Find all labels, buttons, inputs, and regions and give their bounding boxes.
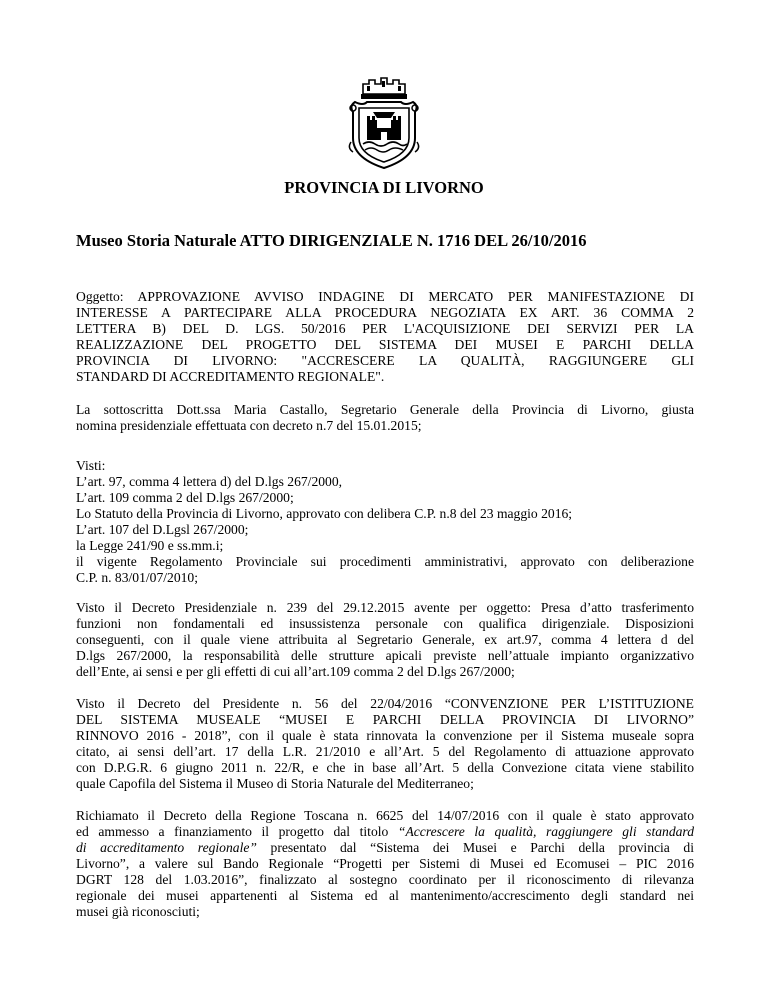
visti-list [76, 458, 694, 586]
visti-item: la Legge 241/90 e ss.mm.i; [76, 538, 224, 553]
sottoscritta-line: La sottoscritta Dott.ssa Maria Castallo, Segretario Generale della Provincia di Livorno, giusta [76, 402, 694, 417]
paragraph-line: regionale dei musei appartenenti al Sistema ed al mantenimento/accrescimento degli standard nei [76, 888, 694, 903]
paragraph-line: conseguenti, con il quale viene attribuita al Segretario Generale, ex art.97, comma 4 lettera d del [76, 632, 694, 647]
paragraph-line: DEL SISTEMA MUSEALE “MUSEI E PARCHI DELLA PROVINCIA DI LIVORNO” [76, 712, 694, 727]
paragraph-line: Livorno”, a valere sul Bando Regionale “Progetti per Sistemi di Musei ed Ecomusei – PIC 2016 [76, 856, 694, 871]
text-run: presentato dal “Sistema dei Musei e Parchi della provincia di [256, 840, 694, 855]
decreto-presidenziale-paragraph [76, 600, 694, 680]
paragraph-line: Visto il Decreto Presidenziale n. 239 del 29.12.2015 avente per oggetto: Presa d’atto trasferimento [76, 600, 694, 615]
project-title-italic: di accreditamento regionale” [76, 840, 257, 855]
visti-item: il vigente Regolamento Provinciale sui procedimenti amministrativi, approvato con deliberazione [76, 554, 694, 569]
decreto-presidente-paragraph [76, 696, 694, 792]
paragraph-line: RINNOVO 2016 - 2018”, con il quale è stata rinnovata la convenzione per il Sistema museale sopra [76, 728, 694, 743]
paragraph-line: funzioni non fondamentali ed insussistenza personale con qualifica dirigenziale. Disposizioni [76, 616, 694, 631]
visti-item: C.P. n. 83/01/07/2010; [76, 570, 198, 585]
visti-item: Lo Statuto della Provincia di Livorno, approvato con delibera C.P. n.8 del 23 maggio 2016; [76, 506, 573, 521]
oggetto-line: INTERESSE A PARTECIPARE ALLA PROCEDURA NEGOZIATA EX ART. 36 COMMA 2 [76, 305, 694, 320]
coat-of-arms-emblem [345, 72, 423, 172]
act-number: ATTO DIRIGENZIALE N. 1716 DEL 26/10/2016 [239, 231, 587, 250]
paragraph-line [76, 840, 694, 856]
sottoscritta-line: nomina presidenziale effettuata con decreto n.7 del 15.01.2015; [76, 418, 422, 433]
paragraph-line: D.lgs 267/2000, la responsabilità delle strutture apicali previste nell’attuale impianto organizzativo [76, 648, 694, 663]
richiamato-paragraph [76, 808, 694, 920]
text-run: ed ammesso a finanziamento il progetto dal titolo [76, 824, 398, 839]
paragraph-line: con D.P.G.R. 6 giugno 2011 n. 22/R, e che in base all’Art. 5 della Convezione citata viene stabilito [76, 760, 694, 775]
visti-heading: Visti: [76, 458, 106, 473]
visti-item: L’art. 107 del D.Lgsl 267/2000; [76, 522, 249, 537]
museum-name: Museo Storia Naturale [76, 231, 237, 250]
paragraph-line: Visto il Decreto del Presidente n. 56 del 22/04/2016 “CONVENZIONE PER L’ISTITUZIONE [76, 696, 694, 711]
paragraph-line: citato, ai sensi dell’art. 17 della L.R. 21/2010 e all’Art. 5 del Regolamento di attuazione approvato [76, 744, 694, 759]
oggetto-line: STANDARD DI ACCREDITAMENTO REGIONALE". [76, 369, 385, 384]
oggetto-line: LETTERA B) DEL D. LGS. 50/2016 PER L'ACQUISIZIONE DEI SERVIZI PER LA [76, 321, 694, 336]
paragraph-line: quale Capofila del Sistema il Museo di Storia Naturale del Mediterraneo; [76, 776, 474, 791]
oggetto-line: Oggetto: APPROVAZIONE AVVISO INDAGINE DI MERCATO PER MANIFESTAZIONE DI [76, 289, 694, 304]
document-title [76, 231, 587, 251]
paragraph-line: dell’Ente, ai sensi e per gli effetti di cui all’art.109 comma 2 del D.lgs 267/2000; [76, 664, 515, 679]
paragraph-line: Richiamato il Decreto della Regione Toscana n. 6625 del 14/07/2016 con il quale è stato approvato [76, 808, 694, 823]
paragraph-line: musei già riconosciuti; [76, 904, 200, 919]
project-title-italic: “Accrescere la qualità, raggiungere gli standard [397, 824, 695, 839]
visti-item: L’art. 109 comma 2 del D.lgs 267/2000; [76, 490, 294, 505]
oggetto-line: REALIZZAZIONE DEL PROGETTO DEL SISTEMA DEI MUSEI E PARCHI DELLA [76, 337, 694, 352]
paragraph-line [76, 824, 694, 840]
paragraph-line: DGRT 128 del 1.03.2016”, finalizzato al sostegno coordinato per il riconoscimento di rilevanza [76, 872, 694, 887]
entity-heading: PROVINCIA DI LIVORNO [284, 178, 484, 197]
oggetto-paragraph [76, 289, 694, 385]
oggetto-line: PROVINCIA DI LIVORNO: "ACCRESCERE LA QUALITÀ, RAGGIUNGERE GLI [76, 353, 694, 368]
sottoscritta-paragraph [76, 402, 694, 434]
visti-item: L’art. 97, comma 4 lettera d) del D.lgs 267/2000, [76, 474, 343, 489]
